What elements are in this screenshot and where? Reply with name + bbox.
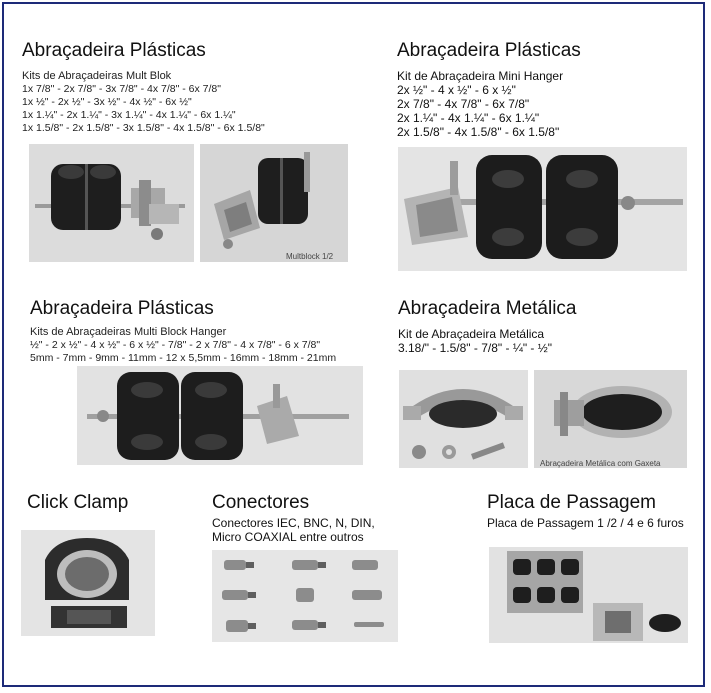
spec-line: 2x 1.¼" - 4x 1.¼" - 6x 1.¼" xyxy=(397,111,540,125)
multi-block-hanger-photo xyxy=(77,366,363,465)
mini-hanger-photo xyxy=(398,147,687,271)
spec-line: 1x 1.5/8" - 2x 1.5/8" - 3x 1.5/8" - 4x 1.5/8" - 6x 1.5/8" xyxy=(22,122,265,134)
connectors-photo xyxy=(212,550,398,642)
spec-line: 2x 7/8" - 4x 7/8" - 6x 7/8" xyxy=(397,97,530,111)
placa-passagem-photo xyxy=(489,547,688,643)
connectors-line: Conectores IEC, BNC, N, DIN, xyxy=(212,516,375,530)
section-title-metalica: Abraçadeira Metálica xyxy=(398,298,577,319)
metal-clamp-photo-1 xyxy=(399,370,528,468)
multblock-photo-2 xyxy=(200,144,348,262)
section-title-plasticas-2: Abraçadeira Plásticas xyxy=(397,40,581,61)
section-subtitle-multi-block-hanger: Kits de Abraçadeiras Multi Block Hanger xyxy=(30,326,227,338)
section-subtitle-metalica: Kit de Abraçadeira Metálica xyxy=(398,327,545,341)
spec-line: 3.18/" - 1.5/8" - 7/8" - ¼" - ½" xyxy=(398,341,553,355)
metal-clamp-photo-2 xyxy=(534,370,687,468)
connectors-line: Micro COAXIAL entre outros xyxy=(212,530,364,544)
section-title-conectores: Conectores xyxy=(212,492,310,513)
multblock-photo-1 xyxy=(29,144,194,262)
section-title-plasticas-1: Abraçadeira Plásticas xyxy=(22,40,206,61)
spec-line: 1x 1.¼" - 2x 1.¼" - 3x 1.¼" - 4x 1.¼" - 6x 1.¼" xyxy=(22,109,236,121)
spec-line: 2x 1.5/8" - 4x 1.5/8" - 6x 1.5/8" xyxy=(397,125,560,139)
spec-line: 5mm - 7mm - 9mm - 11mm - 12 x 5,5mm - 16mm - 18mm - 21mm xyxy=(30,352,337,364)
section-title-placa-passagem: Placa de Passagem xyxy=(487,492,656,513)
section-title-click-clamp: Click Clamp xyxy=(27,492,129,513)
section-subtitle-mini-hanger: Kit de Abraçadeira Mini Hanger xyxy=(397,69,564,83)
spec-line: ½" - 2 x ½" - 4 x ½" - 6 x ½" - 7/8" - 2 x 7/8" - 4 x 7/8" - 6 x 7/8" xyxy=(30,339,321,351)
section-title-plasticas-3: Abraçadeira Plásticas xyxy=(30,298,214,319)
photo-caption-multblock: Multblock 1/2 xyxy=(286,252,334,261)
spec-line: 2x ½" - 4 x ½" - 6 x ½" xyxy=(397,83,516,97)
section-subtitle-mult-blok: Kits de Abraçadeiras Mult Blok xyxy=(22,70,172,82)
spec-line: 1x 7/8" - 2x 7/8" - 3x 7/8" - 4x 7/8" - 6x 7/8" xyxy=(22,83,221,95)
spec-line: 1x ½" - 2x ½" - 3x ½" - 4x ½" - 6x ½" xyxy=(22,96,192,108)
placa-line: Placa de Passagem 1 /2 / 4 e 6 furos xyxy=(487,516,684,530)
click-clamp-photo xyxy=(21,530,155,636)
photo-caption-metalica: Abraçadeira Metálica com Gaxeta xyxy=(540,459,661,468)
